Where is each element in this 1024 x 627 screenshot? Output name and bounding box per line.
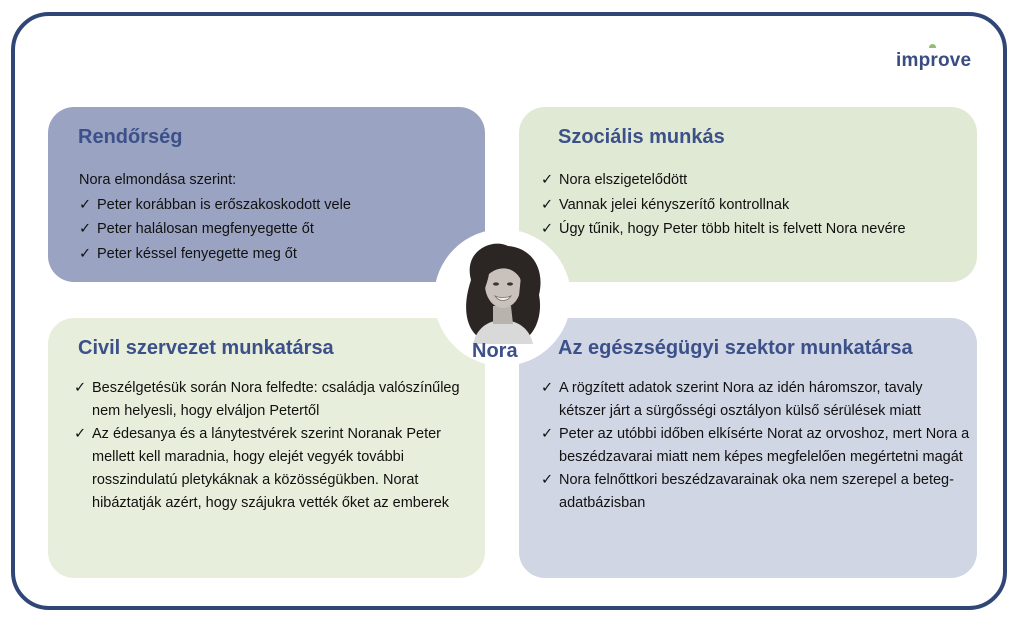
list-item [541, 168, 971, 193]
card-title: Az egészségügyi szektor munkatársa [558, 337, 913, 359]
list-item-text: Nora elszigetelődött [559, 172, 688, 188]
list-item-text: A rögzített adatok szerint Nora az idén háromszor, tavaly kétszer járt a sürgősségi osztályon külső sérülések miatt [559, 380, 923, 419]
list-item-text: Nora felnőttkori beszédzavarainak oka nem szerepel a beteg-adatbázisban [559, 472, 954, 511]
card-body [541, 168, 971, 242]
check-icon: ✓ [541, 172, 554, 188]
card-title: Civil szervezet munkatársa [78, 337, 334, 359]
center-name: Nora [472, 340, 518, 362]
check-icon: ✓ [79, 221, 92, 237]
list-item [74, 423, 474, 515]
list-item-text: Úgy tűnik, hogy Peter több hitelt is felvett Nora nevére [559, 221, 906, 237]
list-item-text: Beszélgetésük során Nora felfedte: családja valószínűleg nem helyesli, hogy elváljon Petertől [92, 380, 460, 419]
list-item [541, 377, 971, 423]
list-item [79, 242, 469, 267]
check-icon: ✓ [541, 426, 554, 442]
check-icon: ✓ [74, 426, 87, 442]
card-body [79, 168, 469, 266]
card-police [48, 107, 485, 282]
card-health-worker [519, 318, 977, 578]
list-item [541, 193, 971, 218]
card-body [74, 377, 474, 515]
list-item-text: Peter korábban is erőszakoskodott vele [97, 196, 351, 213]
list-item [541, 469, 971, 515]
list-item [74, 377, 474, 423]
card-ngo-worker [48, 318, 485, 578]
card-intro: Nora elmondása szerint: [79, 172, 237, 188]
list-item [541, 217, 971, 242]
list-item-text: Peter halálosan megfenyegette őt [97, 221, 314, 237]
logo-text: improve [896, 50, 972, 71]
list-item [79, 217, 469, 242]
list-item-text: Peter késsel fenyegette meg őt [97, 245, 297, 262]
card-title: Szociális munkás [558, 126, 725, 148]
portrait-image [453, 240, 551, 344]
check-icon: ✓ [541, 472, 554, 488]
check-icon: ✓ [541, 380, 554, 396]
check-icon: ✓ [79, 196, 92, 213]
list-item-text: Peter az utóbbi időben elkísérte Norat az orvoshoz, mert Nora a beszédzavarai miatt nem képes megfelelően megértetni magát [559, 426, 970, 465]
list-item [79, 193, 469, 218]
list-item-text: Vannak jelei kényszerítő kontrollnak [559, 196, 790, 213]
woman-portrait-icon [453, 240, 551, 344]
check-icon: ✓ [74, 380, 87, 396]
card-social-worker [519, 107, 977, 282]
card-title: Rendőrség [78, 126, 183, 148]
list-item [541, 423, 971, 469]
check-icon: ✓ [541, 196, 554, 213]
card-body [541, 377, 971, 515]
improve-logo [896, 50, 971, 72]
check-icon: ✓ [79, 245, 92, 262]
check-icon: ✓ [541, 221, 554, 237]
logo-accent-icon [929, 44, 936, 48]
list-item-text: Az édesanya és a lánytestvérek szerint Noranak Peter mellett kell maradnia, hogy elejét vegyék további rosszindulatú pletykáknak a közösségükben. Norat hibáztatják azért, hogy szájukra vették őket az emberek [92, 426, 450, 511]
